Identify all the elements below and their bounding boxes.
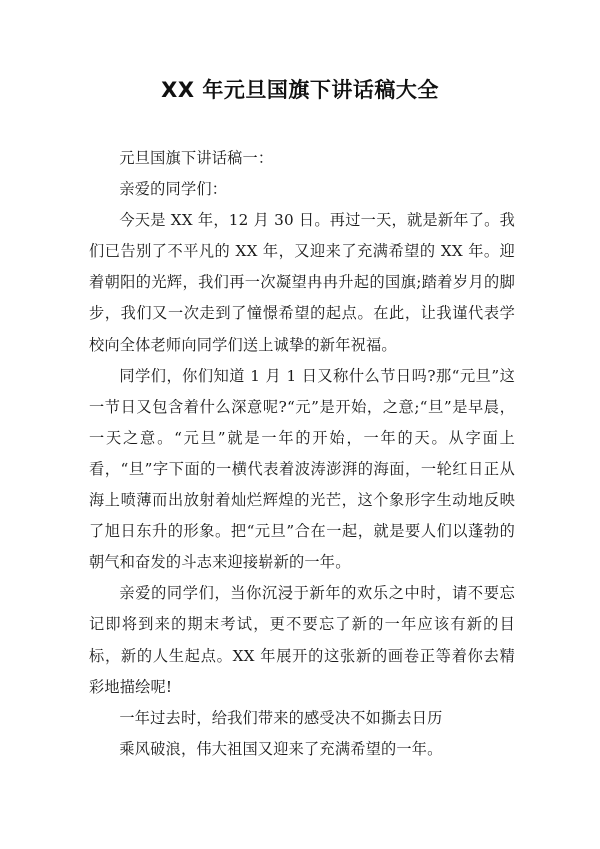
document-body bbox=[89, 143, 515, 765]
document-title: XX 年元旦国旗下讲话稿大全 bbox=[161, 78, 439, 102]
paragraph: 一年过去时，给我们带来的感受决不如撕去日历 bbox=[119, 708, 443, 727]
paragraph-greeting: 亲爱的同学们： bbox=[119, 180, 228, 199]
paragraph-heading: 元旦国旗下讲话稿一： bbox=[119, 149, 274, 167]
paragraph: 同学们，你们知道 1 月 1 日又称什么节日吗?那“元旦”这一节日又包含着什么深意呢?“元”是开始，之意;“旦”是早晨，一天之意。“元旦”就是一年的开始，一年的天。从字面上看，“旦”字下面的一横代表着波涛澎湃的海面，一轮红日正从海上喷薄而出放射着灿烂辉煌的光芒，这个象形字生动地反映了旭日东升的形象。把“元旦”合在一起，就是要人们以蓬勃的朝气和奋发的斗志来迎接崭新的一年。 bbox=[89, 366, 515, 572]
paragraph: 乘风破浪，伟大祖国又迎来了充满希望的一年。 bbox=[119, 739, 443, 758]
paragraph: 亲爱的同学们，当你沉浸于新年的欢乐之中时，请不要忘记即将到来的期末考试，更不要忘了新的一年应该有新的目标，新的人生起点。XX 年展开的这张新的画卷正等着你去精彩地描绘呢! bbox=[89, 584, 515, 696]
paragraph: 今天是 XX 年，12 月 30 日。再过一天，就是新年了。我们已告别了不平凡的 XX 年，又迎来了充满希望的 XX 年。迎着朝阳的光辉，我们再一次凝望冉冉升起的国旗;踏着岁月的脚步，我们又一次走到了憧憬希望的起点。在此，让我谨代表学校向全体老师向同学们送上诚挚的新年祝福。 bbox=[89, 211, 515, 354]
